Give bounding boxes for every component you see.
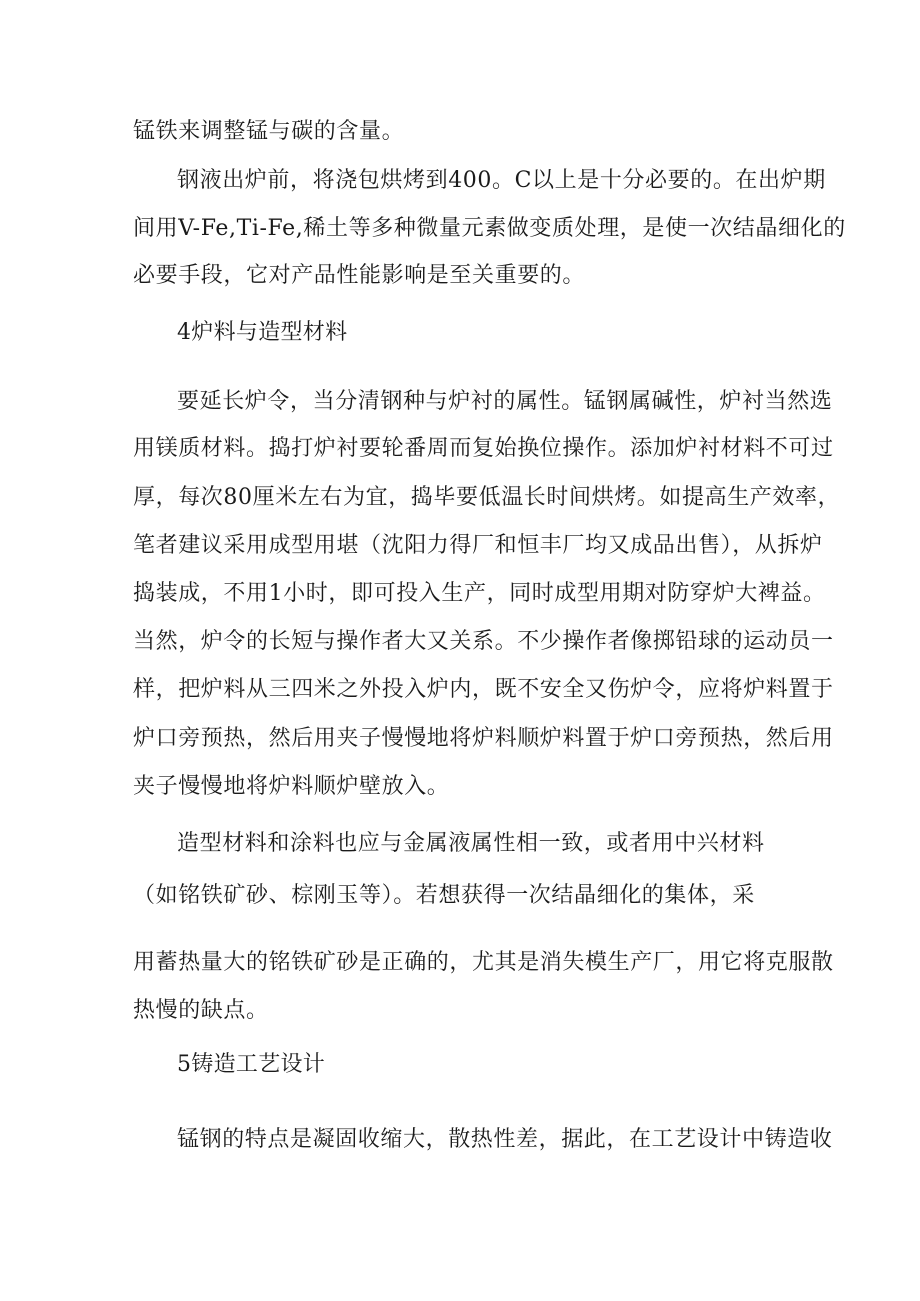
paragraph-line: 厚，每次80厘米左右为宜，捣毕要低温长时间烘烤。如提高生产效率， [133, 485, 841, 510]
paragraph-line: 热慢的缺点。 [133, 998, 269, 1023]
paragraph-line: 捣装成，不用1小时，即可投入生产，同时成型用期对防穿炉大裨益。 [133, 581, 826, 606]
paragraph-line: 钢液出炉前，将浇包烘烤到400。C以上是十分必要的。在出炉期 [177, 168, 826, 193]
paragraph-line: 锰钢的特点是凝固收缩大，散热性差，据此，在工艺设计中铸造收 [177, 1127, 833, 1152]
paragraph-line: 要延长炉令，当分清钢种与炉衬的属性。锰钢属碱性，炉衬当然选 [177, 389, 833, 414]
paragraph-line: 当然，炉令的长短与操作者大又关系。不少操作者像掷铅球的运动员一 [133, 629, 834, 654]
section-heading: 4炉料与造型材料 [177, 320, 348, 345]
paragraph-line: 锰铁来调整锰与碳的含量。 [133, 119, 405, 144]
paragraph-line: 笔者建议采用成型用堪（沈阳力得厂和恒丰厂均又成品出售），从拆炉 [133, 533, 823, 558]
paragraph-line: 间用V-Fe,Ti-Fe,稀土等多种微量元素做变质处理，是使一次结晶细化的 [133, 216, 846, 241]
paragraph-line: 造型材料和涂料也应与金属液属性相一致，或者用中兴材料 [177, 831, 765, 856]
paragraph-line: 用蓄热量大的铭铁矿砂是正确的，尤其是消失模生产厂，用它将克服散 [133, 950, 834, 975]
paragraph-line: 用镁质材料。捣打炉衬要轮番周而复始换位操作。添加炉衬材料不可过 [133, 436, 834, 461]
paragraph-line: 炉口旁预热，然后用夹子慢慢地将炉料顺炉料置于炉口旁预热，然后用 [133, 726, 834, 751]
paragraph-line: 样，把炉料从三四米之外投入炉内，既不安全又伤炉令，应将炉料置于 [133, 677, 834, 702]
paragraph-line: 必要手段，它对产品性能影响是至关重要的。 [133, 263, 586, 288]
paragraph-line: 夹子慢慢地将炉料顺炉壁放入。 [133, 774, 450, 799]
paragraph-line: （如铭铁矿砂、棕刚玉等）。若想获得一次结晶细化的集体，采 [133, 883, 755, 908]
section-heading: 5铸造工艺设计 [177, 1052, 326, 1077]
